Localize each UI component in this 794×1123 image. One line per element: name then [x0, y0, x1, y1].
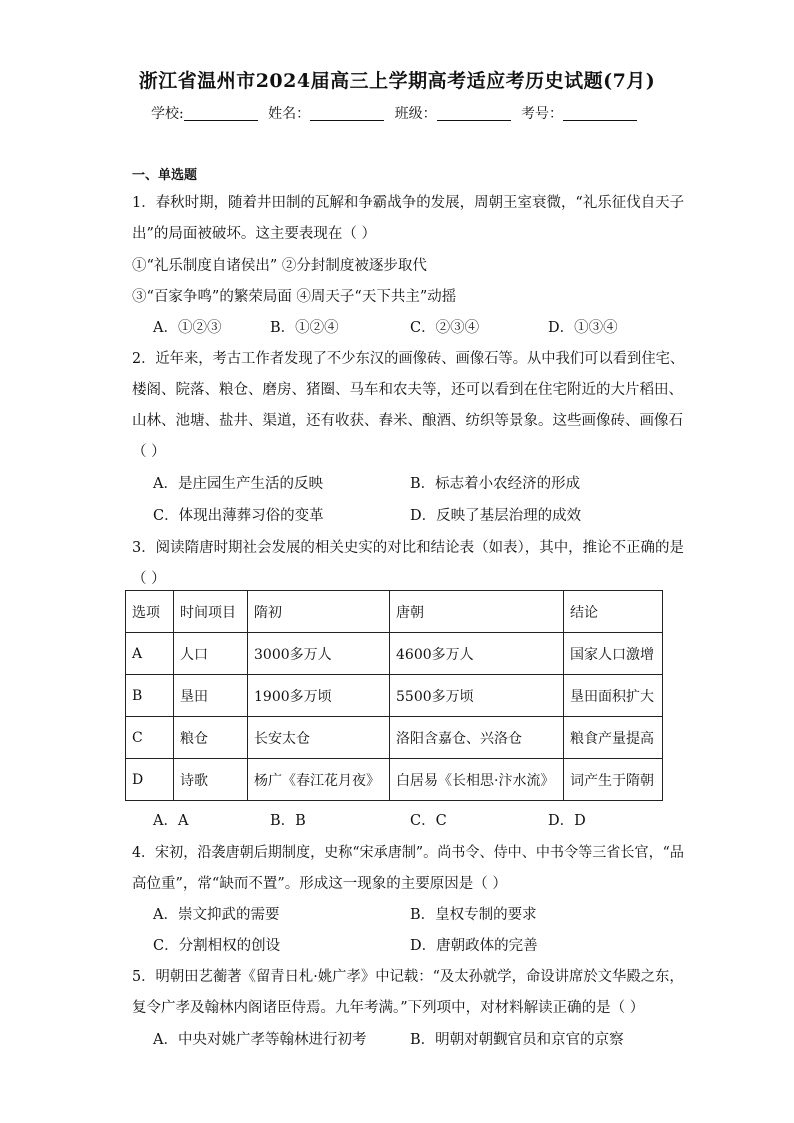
table-header-row [126, 591, 663, 633]
table-cell: 5500多万顷 [390, 675, 564, 717]
table-cell: 3000多万人 [248, 633, 390, 675]
q3-option-d[interactable]: D．D [548, 813, 586, 829]
q2-line-1: 2．近年来，考古工作者发现了不少东汉的画像砖、画像石等。从中我们可以看到住宅、 [132, 351, 685, 367]
school-label: 学校: [150, 106, 184, 122]
q1-option-d[interactable]: D．①③④ [548, 320, 618, 336]
q2-option-b[interactable]: B．标志着小农经济的形成 [410, 476, 581, 492]
table-cell: 白居易《长相思·汴水流》 [390, 759, 564, 801]
q2-line-3: 山林、池塘、盐井、渠道，还有收获、舂米、酿酒、纺织等景象。这些画像砖、画像石 [132, 413, 683, 429]
q1-option-c[interactable]: C．②③④ [410, 320, 480, 336]
table-cell: 人口 [174, 633, 248, 675]
table-cell: 垦田面积扩大 [564, 675, 663, 717]
table-row [126, 717, 663, 759]
table-row [126, 759, 663, 801]
q3-line-2: （ ） [132, 571, 166, 587]
table-header-cell: 隋初 [248, 591, 390, 633]
q4-option-a[interactable]: A．崇文抑武的需要 [153, 907, 280, 923]
table-cell: 杨广《春江花月夜》 [248, 759, 390, 801]
school-blank[interactable] [184, 106, 258, 121]
q4-line-1: 4．宋初，沿袭唐朝后期制度，史称“宋承唐制”。尚书令、侍中、中书令等三省长官，“品 [132, 845, 684, 861]
q3-option-c[interactable]: C．C [410, 813, 447, 829]
q3-option-a[interactable]: A．A [153, 813, 189, 829]
exam-title: 浙江省温州市2024届高三上学期高考适应考历史试题(7月) [138, 70, 656, 92]
table-cell: 洛阳含嘉仓、兴洛仓 [390, 717, 564, 759]
q4-option-b[interactable]: B．皇权专制的要求 [410, 907, 537, 923]
section-heading: 一、单选题 [132, 168, 198, 183]
q4-option-c[interactable]: C．分割相权的创设 [153, 938, 281, 954]
q5-option-b[interactable]: B．明朝对朝觐官员和京官的京察 [410, 1032, 624, 1048]
table-cell: 1900多万顷 [248, 675, 390, 717]
q5-line-1: 5．明朝田艺蘅著《留青日札·姚广孝》中记载：“及太孙就学，命设讲席於文华殿之东， [132, 969, 684, 985]
number-label: 考号： [521, 106, 564, 122]
table-header-cell: 结论 [564, 591, 663, 633]
table-cell: 4600多万人 [390, 633, 564, 675]
q5-line-2: 复令广孝及翰林内阁诸臣侍焉。九年考满。”下列项中，对材料解读正确的是（ ） [132, 1000, 645, 1016]
table-row [126, 633, 663, 675]
comparison-table [125, 590, 663, 801]
table-cell: 垦田 [174, 675, 248, 717]
table-cell: 粮仓 [174, 717, 248, 759]
table-cell: 词产生于隋朝 [564, 759, 663, 801]
q4-line-2: 高位重”，常“缺而不置”。形成这一现象的主要原因是（ ） [132, 876, 507, 892]
table-cell: C [126, 717, 174, 759]
table-cell: 长安太仓 [248, 717, 390, 759]
student-info-line [0, 103, 794, 123]
table-cell: 粮食产量提高 [564, 717, 663, 759]
q3-option-b[interactable]: B．B [270, 813, 306, 829]
table-cell: B [126, 675, 174, 717]
q1-option-a[interactable]: A．①②③ [153, 320, 222, 336]
q1-item-2: ③“百家争鸣”的繁荣局面 ④周天子“天下共主”动摇 [132, 289, 457, 305]
q5-option-a[interactable]: A．中央对姚广孝等翰林进行初考 [153, 1032, 367, 1048]
table-cell: D [126, 759, 174, 801]
table-header-cell: 选项 [126, 591, 174, 633]
table-row [126, 675, 663, 717]
table-cell: 国家人口激增 [564, 633, 663, 675]
name-blank[interactable] [310, 106, 384, 121]
q4-option-d[interactable]: D．唐朝政体的完善 [410, 938, 538, 954]
table-cell: 诗歌 [174, 759, 248, 801]
table-cell: A [126, 633, 174, 675]
table-header-cell: 唐朝 [390, 591, 564, 633]
q2-line-4: （ ） [132, 444, 166, 460]
q2-option-a[interactable]: A．是庄园生产生活的反映 [153, 476, 323, 492]
q1-item-1: ①“礼乐制度自诸侯出” ②分封制度被逐步取代 [132, 258, 427, 274]
class-blank[interactable] [437, 106, 511, 121]
q2-option-d[interactable]: D．反映了基层治理的成效 [410, 508, 582, 524]
class-label: 班级： [394, 106, 437, 122]
name-label: 姓名： [268, 106, 311, 122]
q3-line-1: 3．阅读隋唐时期社会发展的相关史实的对比和结论表（如表），其中，推论不正确的是 [132, 540, 684, 556]
q1-line-1: 1．春秋时期，随着井田制的瓦解和争霸战争的发展，周朝王室衰微，“礼乐征伐自天子 [132, 195, 685, 211]
q1-line-2: 出”的局面被破坏。这主要表现在（ ） [132, 226, 377, 242]
q2-line-2: 楼阁、院落、粮仓、磨房、猪圈、马车和农夫等，还可以看到在住宅附近的大片稻田、 [132, 382, 683, 398]
q2-option-c[interactable]: C．体现出薄葬习俗的变革 [153, 508, 324, 524]
table-header-cell: 时间项目 [174, 591, 248, 633]
q1-option-b[interactable]: B．①②④ [270, 320, 339, 336]
number-blank[interactable] [563, 106, 637, 121]
